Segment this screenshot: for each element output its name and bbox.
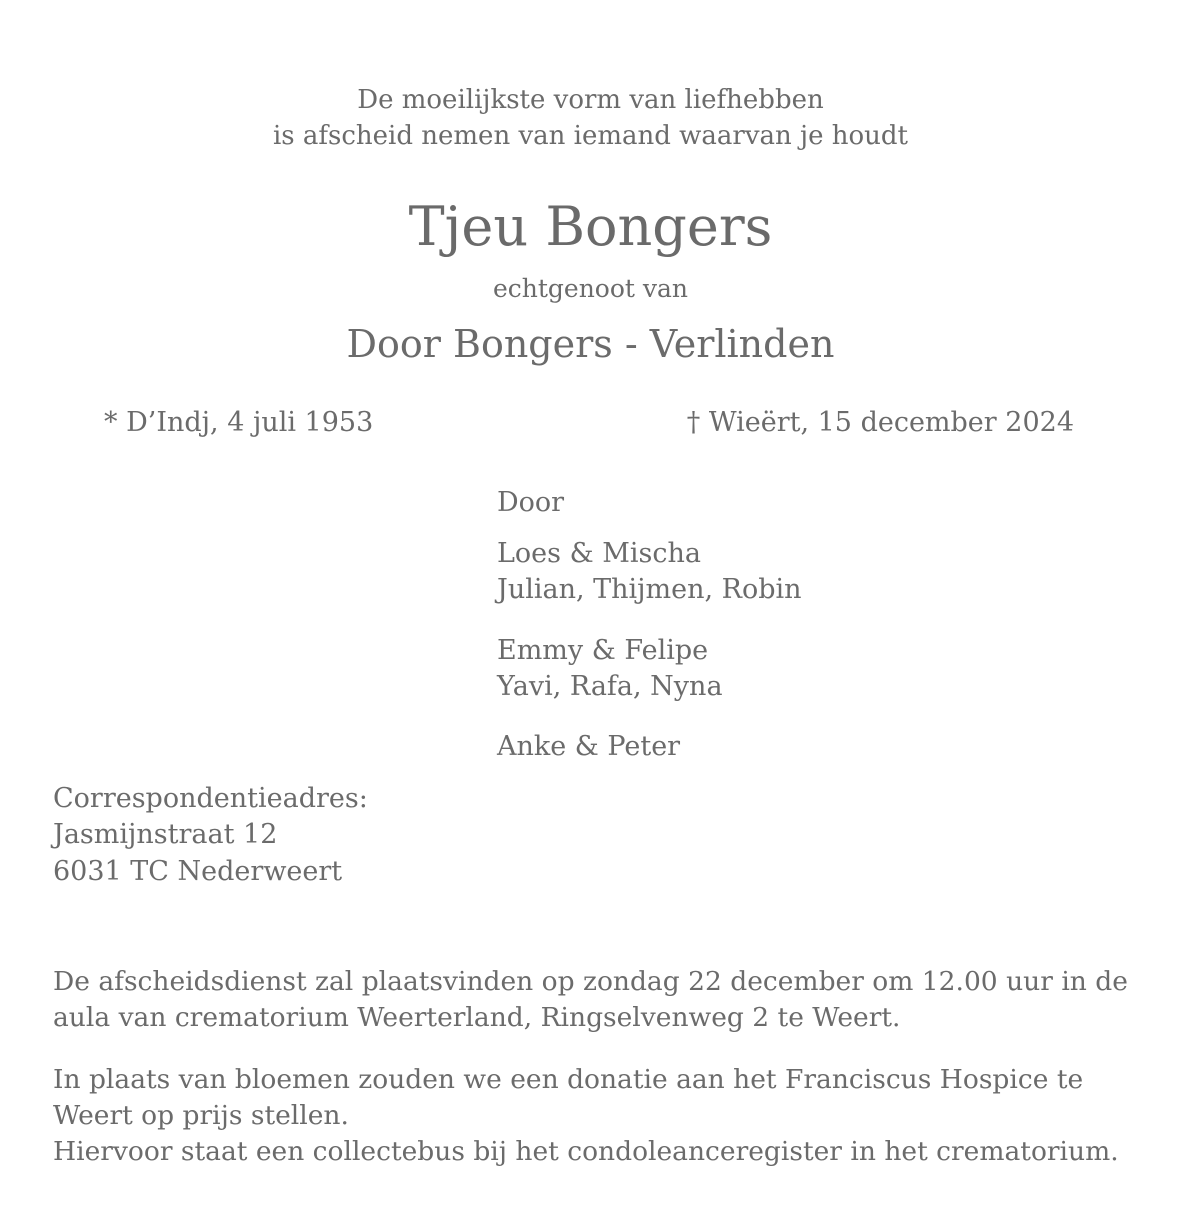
birth-date: * D’Indj, 4 juli 1953 <box>104 407 374 438</box>
address-city: 6031 TC Nederweert <box>53 856 343 887</box>
family-couple: Loes & Mischa <box>497 538 701 569</box>
motto-line-1: De moeilijkste vorm van liefhebben <box>357 85 824 115</box>
service-paragraph: De afscheidsdienst zal plaatsvinden op zondag 22 december om 12.00 uur in de aula van crematorium Weerterland, Ringselvenweg 2 te Weert. <box>53 966 1128 1033</box>
partner-name: Door Bongers - Verlinden <box>346 322 835 366</box>
family-spouse: Door <box>497 487 565 518</box>
death-date: † Wieërt, 15 december 2024 <box>686 407 1074 438</box>
family-couple: Emmy & Felipe <box>497 635 709 666</box>
family-children: Julian, Thijmen, Robin <box>497 574 802 605</box>
address-street: Jasmijnstraat 12 <box>53 819 278 850</box>
donation-paragraph: In plaats van bloemen zouden we een donatie aan het Franciscus Hospice te Weert op prijs stellen. <box>53 1064 1084 1131</box>
deceased-name: Tjeu Bongers <box>408 195 773 258</box>
motto-line-2: is afscheid nemen van iemand waarvan je houdt <box>272 121 909 151</box>
donation-collection-note: Hiervoor staat een collectebus bij het condoleanceregister in het crematorium. <box>53 1136 1119 1167</box>
relation-text: echtgenoot van <box>492 274 689 303</box>
address-label: Correspondentieadres: <box>53 783 368 814</box>
family-couple: Anke & Peter <box>497 731 681 762</box>
family-children: Yavi, Rafa, Nyna <box>497 671 723 702</box>
